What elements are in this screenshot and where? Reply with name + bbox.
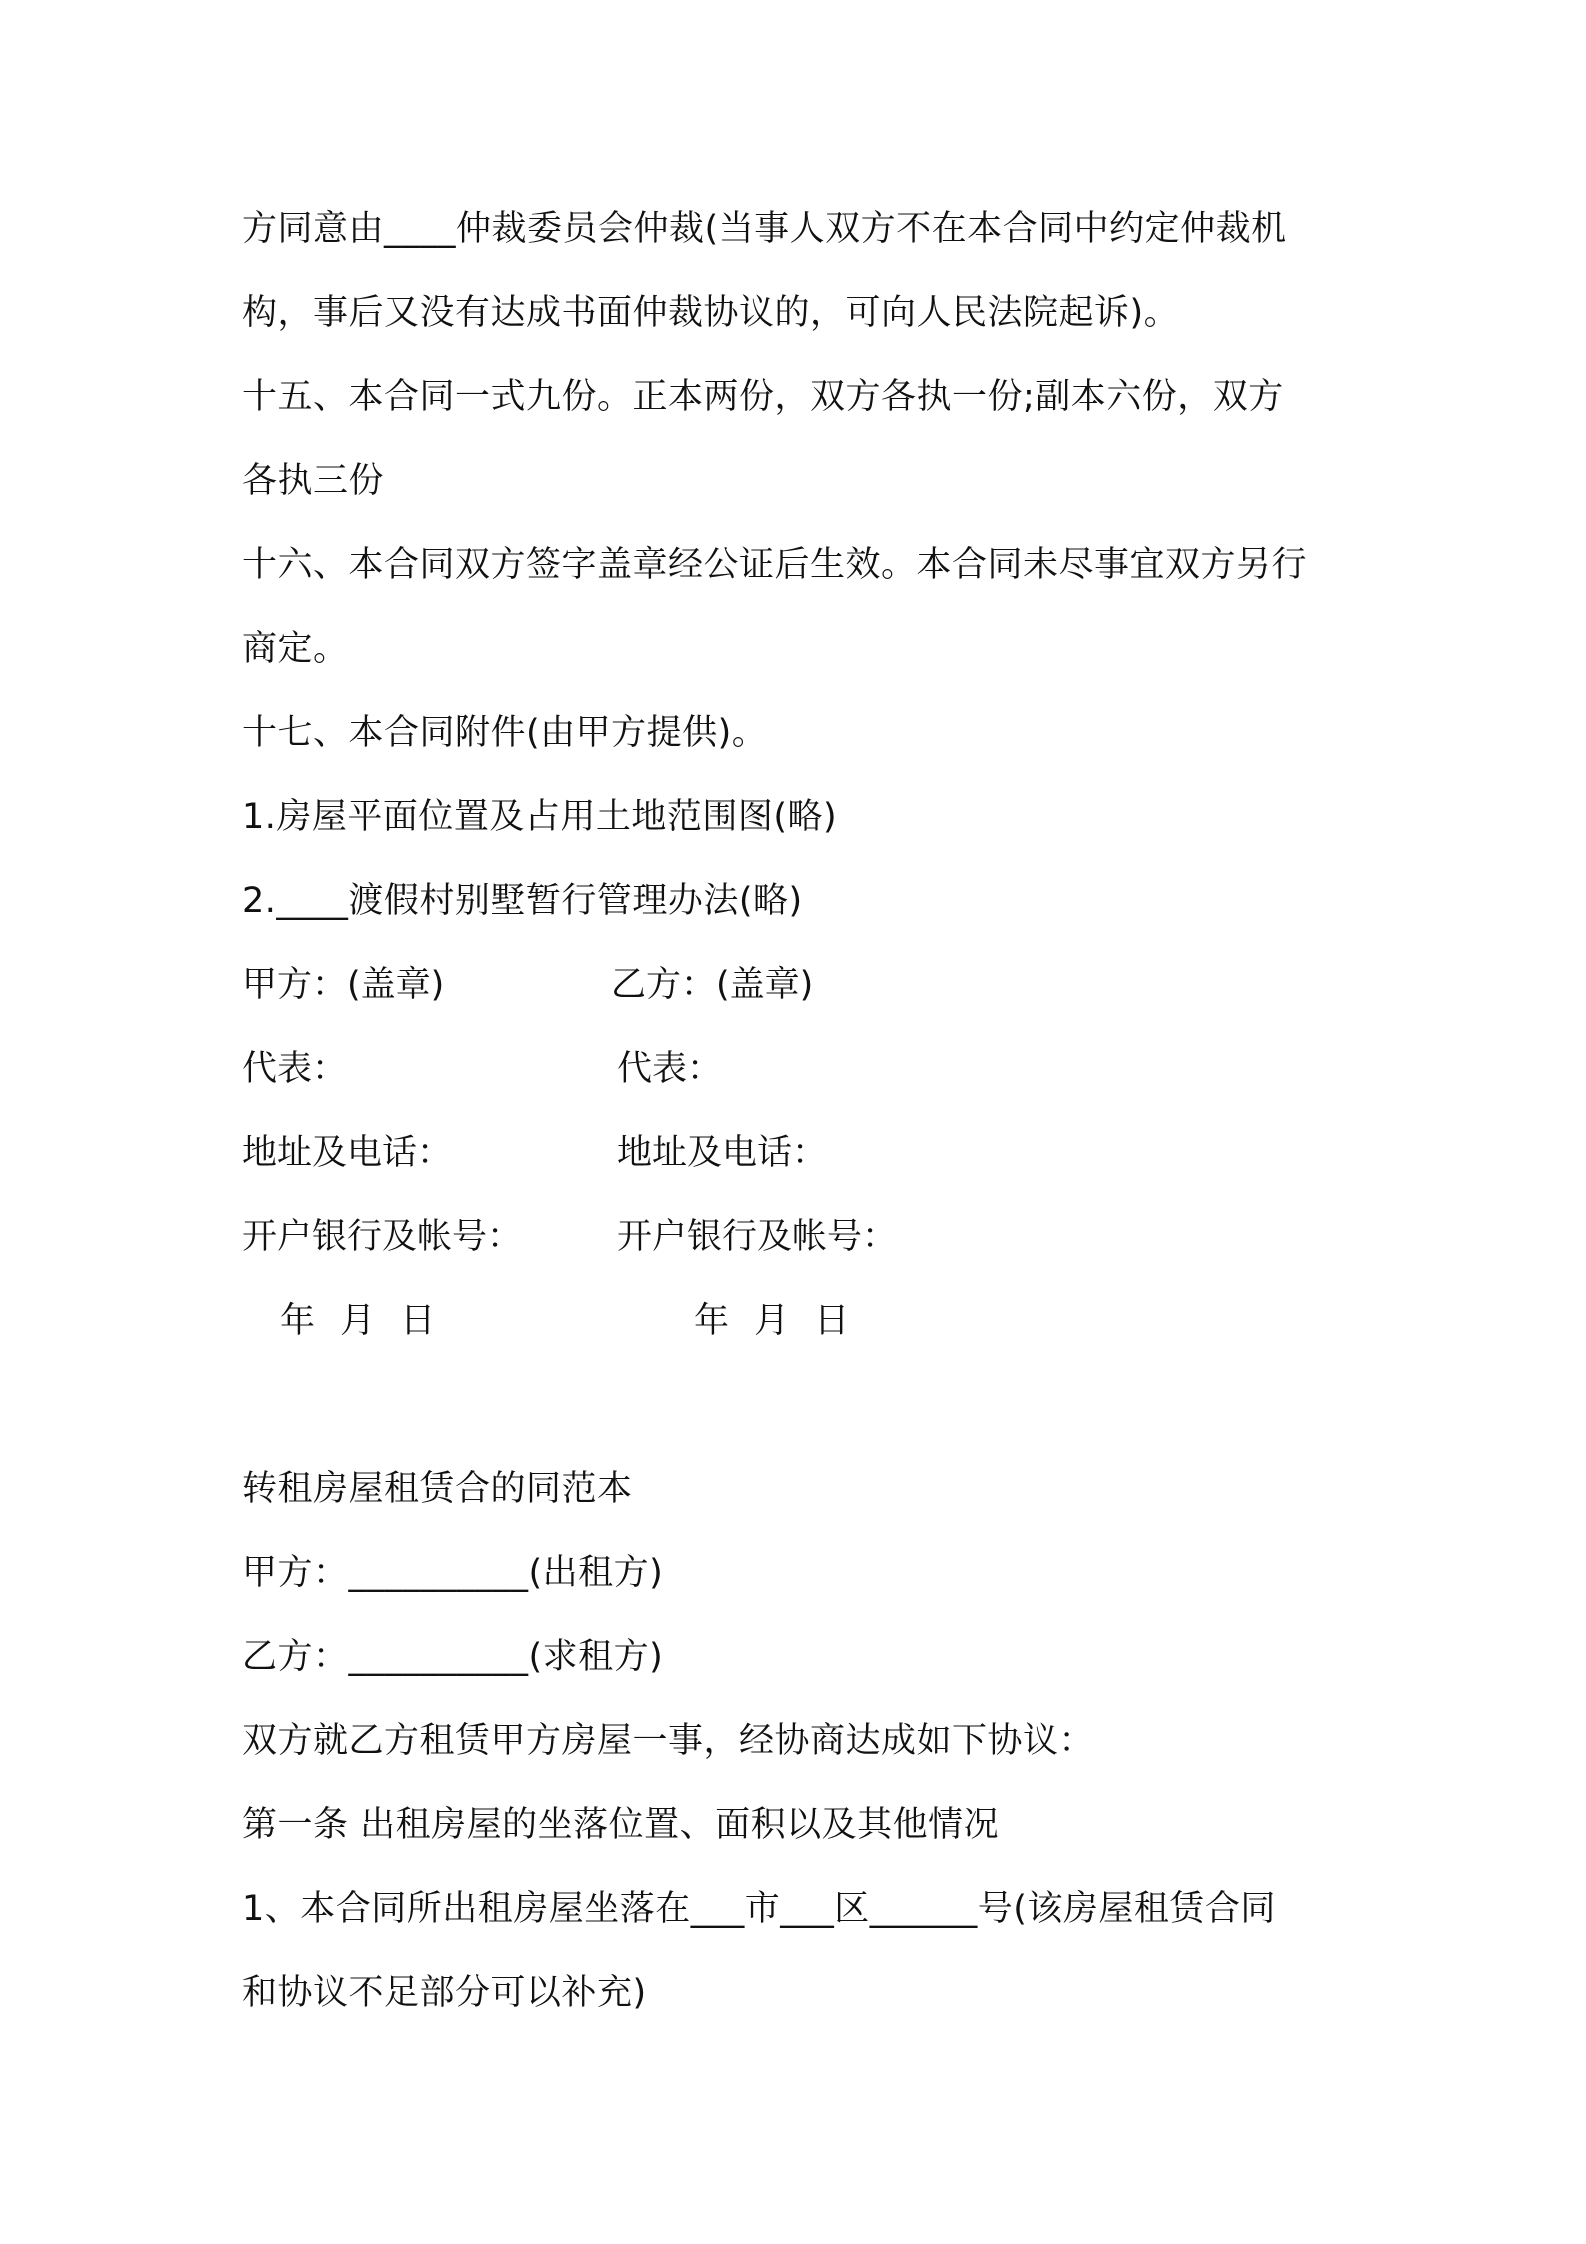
contract-title: 转租房屋租赁合的同范本 (242, 1469, 633, 1509)
representative-a: 代表： (242, 1049, 348, 1089)
text-line: 十六、本合同双方签字盖章经公证后生效。本合同未尽事宜双方另行 (242, 545, 1308, 585)
text-line: 第一条 出租房屋的坐落位置、面积以及其他情况 (242, 1805, 1000, 1845)
representative-b: 代表： (617, 1049, 723, 1089)
bank-account-a: 开户银行及帐号： (242, 1217, 523, 1257)
text-line: 1、本合同所出租房屋坐落在___市___区______号(该房屋租赁合同 (242, 1889, 1276, 1929)
text-line: 各执三份 (242, 461, 385, 501)
text-line: 和协议不足部分可以补充) (242, 1973, 647, 2013)
text-line: 甲方：__________(出租方) (242, 1553, 664, 1593)
text-line: 商定。 (242, 629, 349, 669)
text-line: 双方就乙方租赁甲方房屋一事，经协商达成如下协议： (242, 1721, 1095, 1761)
date-a: 年 月 日 (280, 1301, 436, 1341)
address-phone-b: 地址及电话： (617, 1133, 828, 1173)
text-line: 构，事后又没有达成书面仲裁协议的，可向人民法院起诉)。 (242, 293, 1180, 333)
bank-account-b: 开户银行及帐号： (617, 1217, 898, 1257)
text-line: 十五、本合同一式九份。正本两份，双方各执一份;副本六份，双方 (242, 377, 1284, 417)
text-line: 乙方：__________(求租方) (242, 1637, 664, 1677)
date-b: 年 月 日 (694, 1301, 850, 1341)
text-line: 方同意由____仲裁委员会仲裁(当事人双方不在本合同中约定仲裁机 (242, 209, 1287, 249)
party-b-seal: 乙方：(盖章) (611, 965, 814, 1005)
text-line: 2.____渡假村别墅暂行管理办法(略) (242, 881, 803, 921)
party-a-seal: 甲方：(盖章) (242, 965, 445, 1005)
text-line: 十七、本合同附件(由甲方提供)。 (242, 713, 768, 753)
address-phone-a: 地址及电话： (242, 1133, 453, 1173)
text-line: 1.房屋平面位置及占用土地范围图(略) (242, 797, 838, 837)
